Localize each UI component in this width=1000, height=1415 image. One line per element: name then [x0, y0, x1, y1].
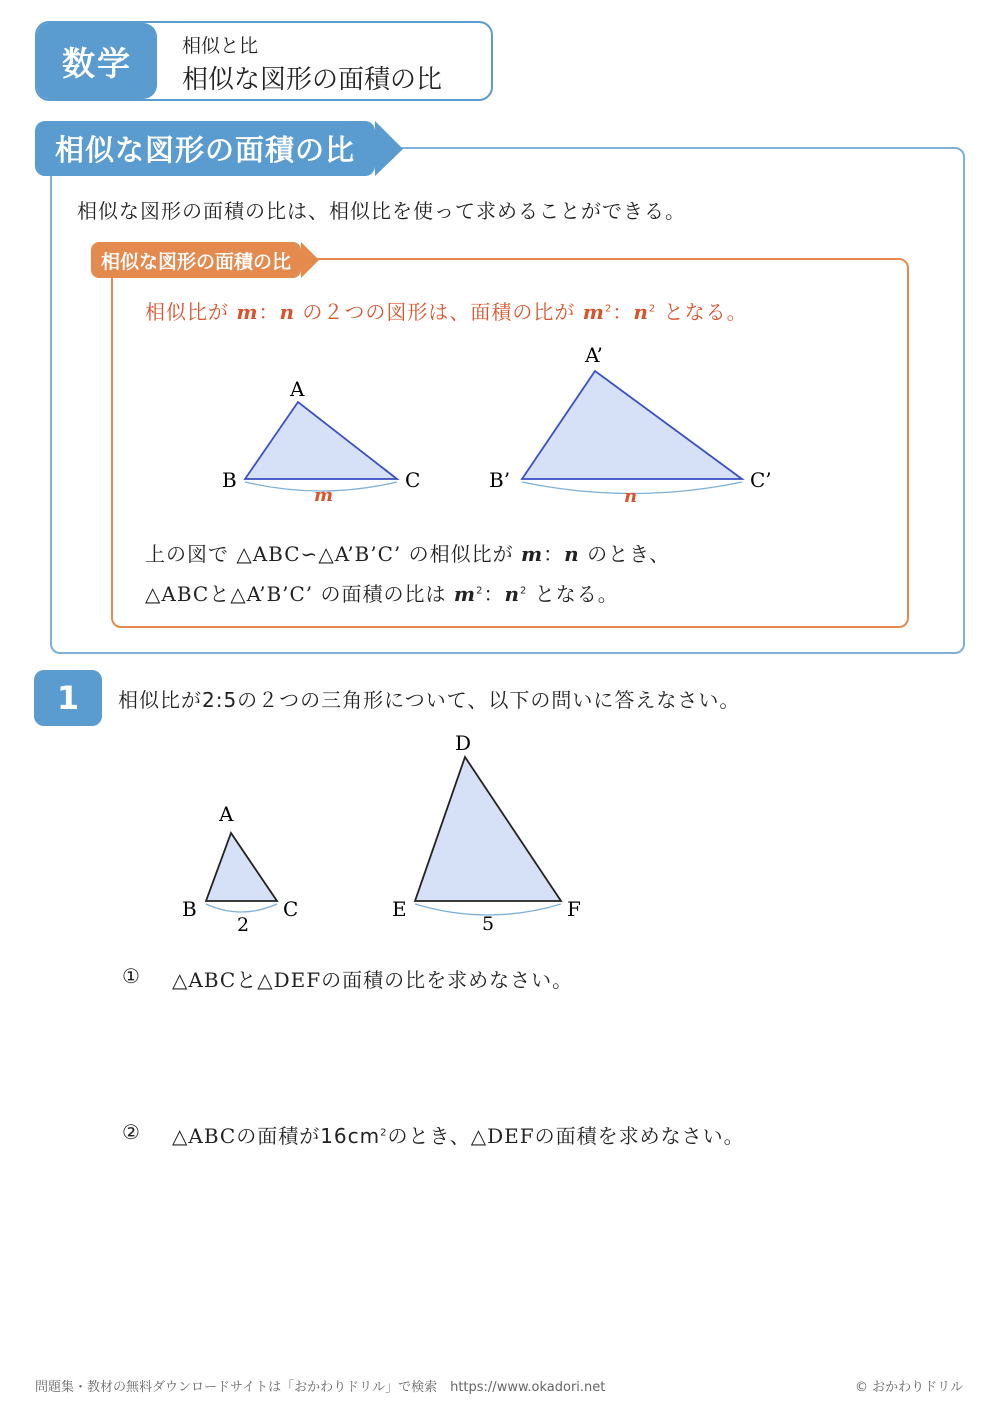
section-intro: 相似な図形の面積の比は、相似比を使って求めることができる。 — [77, 199, 686, 223]
superscript: 2 — [604, 303, 613, 315]
explanation-line-2 — [145, 578, 619, 607]
exp-text: 上の図で — [145, 542, 237, 566]
q-text: と — [236, 968, 258, 992]
footer-copyright: © おかわりドリル — [855, 1380, 964, 1395]
q-text: の面積の比を求めなさい。 — [321, 968, 574, 992]
triangle-name: △ABC — [172, 968, 237, 992]
rule-mid: の２つの図形は、面積の比が — [295, 300, 583, 324]
vertex-label-b: B — [182, 897, 197, 921]
triangle-name: △ABC — [145, 582, 210, 606]
var-m: m — [521, 542, 544, 566]
side-arc-2 — [206, 904, 277, 912]
var-m-squared: m — [582, 300, 605, 324]
side-label-5: 5 — [482, 913, 495, 935]
key-point-label: 相似な図形の面積の比 — [91, 242, 301, 278]
problem-triangles-figure — [0, 730, 1000, 940]
key-triangles-figure — [0, 330, 1000, 510]
ratio-colon: ： — [483, 582, 505, 606]
exp-text: となる。 — [527, 582, 619, 606]
section-title: 相似な図形の面積の比 — [35, 121, 375, 176]
triangle-name: △A’B’C’ — [230, 582, 314, 606]
vertex-label-d: D — [455, 731, 472, 755]
side-label-m: m — [314, 485, 334, 506]
rule-post: となる。 — [656, 300, 748, 324]
side-label-n: n — [624, 486, 638, 507]
similarity-expression: △ABC∽△A’B’C’ — [236, 542, 402, 566]
q-text: の面積が16cm — [236, 1124, 381, 1148]
var-m: m — [453, 582, 477, 606]
superscript: 2 — [519, 585, 528, 597]
side-label-2: 2 — [237, 914, 250, 936]
vertex-label-b-prime: B’ — [489, 468, 511, 492]
superscript: 2 — [380, 1127, 388, 1139]
rule-statement — [145, 296, 748, 325]
ratio-colon: ： — [543, 542, 565, 566]
header-box — [35, 21, 493, 101]
vertex-label-e: E — [392, 897, 407, 921]
vertex-label-c: C — [405, 468, 421, 492]
var-n: n — [279, 300, 296, 324]
var-m: m — [236, 300, 259, 324]
ratio-colon: ： — [612, 300, 634, 324]
triangle-abc — [206, 833, 277, 901]
unit-title: 相似と比 — [182, 35, 259, 57]
vertex-label-f: F — [567, 897, 581, 921]
exp-text: と — [209, 582, 231, 606]
triangle-name: △ABC — [172, 1124, 237, 1148]
var-n: n — [564, 542, 580, 566]
superscript: 2 — [648, 303, 657, 315]
vertex-label-a: A — [290, 377, 305, 401]
var-n: n — [504, 582, 520, 606]
lesson-title: 相似な図形の面積の比 — [182, 65, 443, 95]
exp-text: のとき、 — [579, 542, 671, 566]
explanation-line-1 — [145, 538, 670, 567]
exp-text: の相似比が — [401, 542, 521, 566]
vertex-label-a: A — [219, 802, 234, 826]
triangle-def — [415, 757, 561, 901]
rule-pre: 相似比が — [145, 300, 237, 324]
superscript: 2 — [476, 585, 484, 597]
vertex-label-c-prime: C’ — [750, 468, 772, 492]
footer-site-info: 問題集・教材の無料ダウンロードサイトは「おかわりドリル」で検索 https://www.okadori.net — [35, 1380, 606, 1395]
var-n-squared: n — [633, 300, 649, 324]
exp-text: の面積の比は — [313, 582, 454, 606]
q-text: の面積を求めなさい。 — [534, 1124, 745, 1148]
subject-label: 数学 — [37, 23, 157, 99]
problem-statement: 相似比が2:5の２つの三角形について、以下の問いに答えなさい。 — [118, 688, 741, 712]
vertex-label-c: C — [283, 897, 299, 921]
question-2-text — [172, 1120, 745, 1149]
triangle-name: △DEF — [257, 968, 322, 992]
triangle-abc-prime — [522, 371, 742, 479]
vertex-label-a-prime: A’ — [585, 343, 603, 367]
vertex-label-b: B — [222, 468, 237, 492]
problem-number-badge: 1 — [34, 670, 102, 726]
question-2-number: ② — [122, 1120, 141, 1144]
ratio-colon: ： — [258, 300, 280, 324]
q-text: のとき、 — [387, 1124, 471, 1148]
triangle-abc — [245, 402, 397, 479]
question-1-text — [172, 964, 573, 993]
question-1-number: ① — [122, 964, 141, 988]
triangle-name: △DEF — [470, 1124, 535, 1148]
